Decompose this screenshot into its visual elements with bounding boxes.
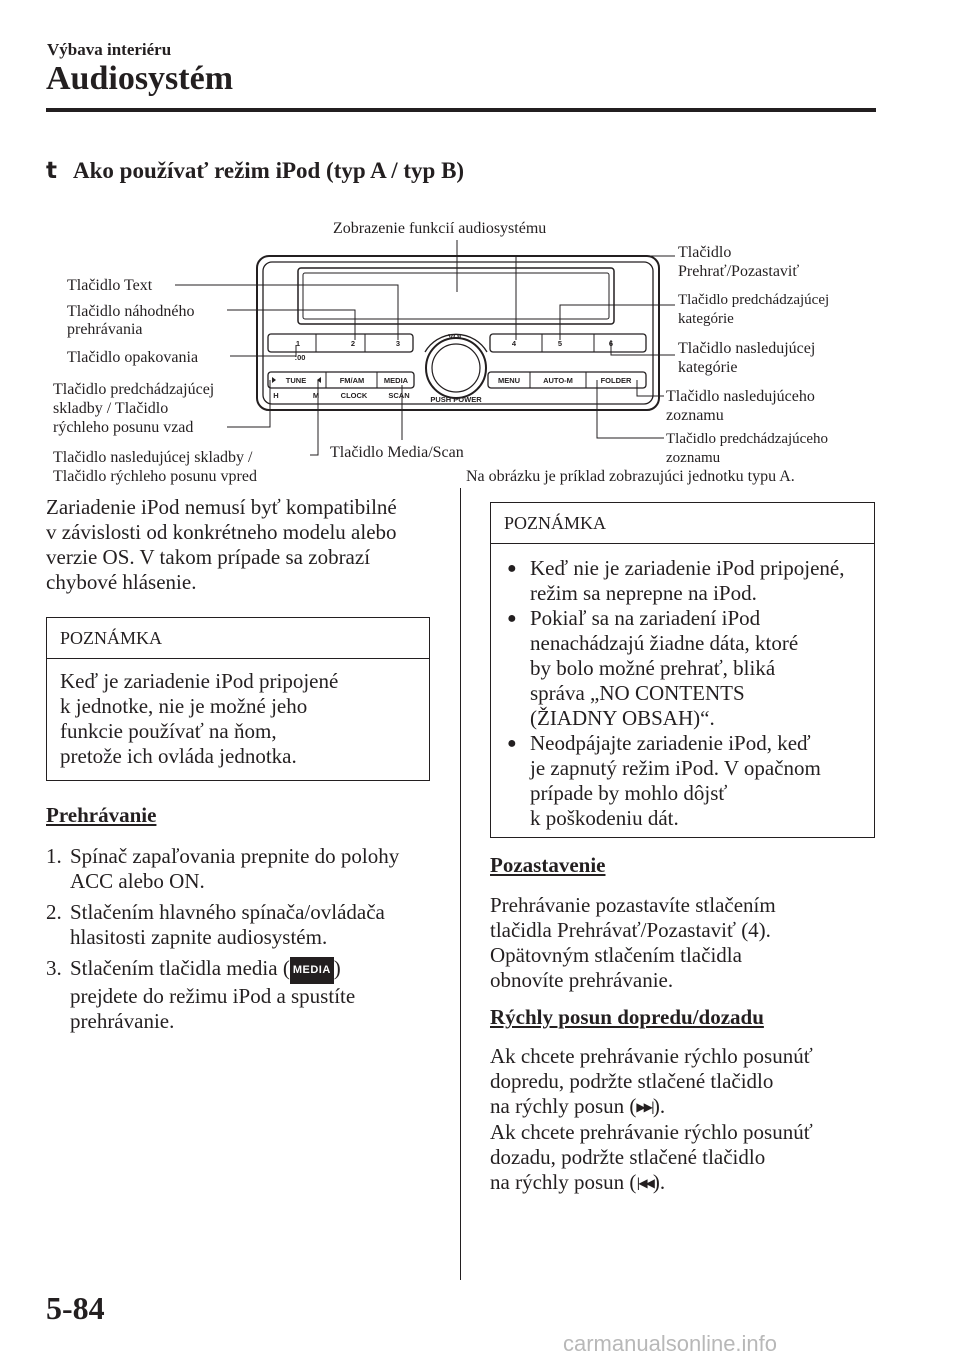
rw-text: na rýchly posun ( [490,1170,637,1194]
step-line: hlasitosti zapnite audiosystém. [70,925,328,949]
intro-line: v závislosti od konkrétneho modelu alebo [46,520,397,544]
pause-line: obnovíte prehrávanie. [490,968,674,992]
intro-line: chybové hlásenie. [46,570,197,594]
preset-5-label: 5 [557,339,563,348]
preset-3-label: 3 [395,339,401,348]
callout-random-2: prehrávania [67,321,143,338]
callout-next-track-2: Tlačidlo rýchleho posunu vpred [53,468,257,485]
media-label: MEDIA [383,376,409,385]
media-button-icon: MEDIA [290,957,334,984]
note-box-2 [490,502,875,838]
note-title: POZNÁMKA [47,618,429,659]
note-line: Neodpájajte zariadenie iPod, keď [530,731,811,755]
note-line: by bolo možné prehrať, bliká [530,656,776,680]
pause-line: Opätovným stlačením tlačidla [490,943,742,967]
step-line: prehrávanie. [70,1009,175,1033]
bullet-icon: ● [507,610,517,627]
note-line: správa „NO CONTENTS [530,681,745,705]
callout-text-button: Tlačidlo Text [67,277,153,294]
note-line: funkcie používať na ňom, [60,719,277,743]
step-line [70,956,456,984]
intro-line: verzie OS. V takom prípade sa zobrazí [46,545,371,569]
note-line: k poškodeniu dát. [530,806,679,830]
callout-prev-category-1: Tlačidlo predchádzajúcej [678,292,830,308]
pause-line: Prehrávanie pozastavíte stlačením [490,893,776,917]
note-bullet [504,556,862,606]
note-line: Keď nie je zariadenie iPod pripojené, [530,556,845,580]
rw-line [490,1170,900,1196]
section-label: Výbava interiéru [47,40,172,59]
fast-forward-icon: ▶▶| [636,1100,653,1114]
step-line: ACC alebo ON. [70,869,205,893]
menu-label: MENU [497,376,521,385]
rw-line: dozadu, podržte stlačené tlačidlo [490,1145,766,1169]
note-line: režim sa neprepne na iPod. [530,581,757,605]
leader-lines [175,240,675,455]
ff-line [490,1094,900,1120]
intro-paragraph [46,495,446,595]
callout-repeat: Tlačidlo opakovania [67,349,199,366]
auto-m-label: AUTO-M [543,376,573,385]
step-line: Stlačením hlavného spínača/ovládača [70,900,385,924]
colon00-label: :00 [294,353,306,362]
callout-next-track-1: Tlačidlo nasledujúcej skladby / [53,449,253,466]
folder-label: FOLDER [600,376,632,385]
playback-steps [46,844,456,1034]
callout-next-list-1: Tlačidlo nasledujúceho [666,388,815,405]
clock-label: CLOCK [340,391,368,400]
note-line: pretože ich ovláda jednotka. [60,744,297,768]
column-separator [460,488,461,1280]
step-number: 1. [46,844,62,868]
callout-prev-track-3: rýchleho posunu vzad [53,419,194,436]
step-text: Stlačením tlačidla media ( [70,956,290,980]
step-number: 3. [46,956,62,980]
display-window [298,268,614,324]
step-3 [46,956,456,1034]
rw-text: ). [652,1170,666,1194]
ff-text: na rýchly posun ( [490,1094,637,1118]
note-bullet [504,606,862,731]
heading-text: Ako používať režim iPod (typ A / typ B) [73,158,465,183]
callout-media-scan: Tlačidlo Media/Scan [330,444,464,461]
intro-line: Zariadenie iPod nemusí byť kompatibilné [46,495,397,519]
page-number: 5-84 [46,1290,105,1326]
fm-am-label: FM/AM [339,376,365,385]
callout-prev-track-1: Tlačidlo predchádzajúcej [53,381,215,398]
ff-line: dopredu, podržte stlačené tlačidlo [490,1069,774,1093]
rw-line: Ak chcete prehrávanie rýchlo posunúť [490,1120,813,1144]
preset-4-label: 4 [511,339,517,348]
bullet-icon: ● [507,735,517,752]
callout-random-1: Tlačidlo náhodného [67,303,195,320]
note-line: Pokiaľ sa na zariadení iPod [530,606,761,630]
bullet-icon: ● [507,560,517,577]
callout-prev-track-2: skladby / Tlačidlo [53,400,169,417]
m-label: M [312,391,320,400]
note-line: k jednotke, nie je možné jeho [60,694,308,718]
note-line: (ŽIADNY OBSAH)“. [530,706,715,730]
callout-prev-list-1: Tlačidlo predchádzajúceho [666,431,828,447]
rewind-icon: |◀◀ [636,1176,653,1190]
pause-heading: Pozastavenie [490,853,606,877]
push-power-label: PUSH POWER [430,395,482,404]
note-body [491,544,874,831]
step-text: ) [333,956,341,980]
note-bullet [504,731,862,831]
diagram-caption: Na obrázku je príklad zobrazujúci jednotku typu A. [466,468,795,485]
scan-label: SCAN [388,391,410,400]
preset-1-label: 1 [295,339,301,348]
callout-next-category-1: Tlačidlo nasledujúcej [678,340,816,357]
preset-2-label: 2 [350,339,356,348]
note-title: POZNÁMKA [491,503,874,544]
tune-label: TUNE [285,376,307,385]
callout-prev-category-2: kategórie [678,311,734,327]
note-body [47,659,429,769]
heading-marker: t [46,158,57,184]
note-box-1 [46,617,430,781]
note-line: je zapnutý režim iPod. V opačnom [530,756,821,780]
callout-prev-list-2: zoznamu [666,450,721,466]
ff-text: ). [652,1094,666,1118]
vol-label: VOL [448,332,464,341]
note-line: Keď je zariadenie iPod pripojené [60,669,339,693]
preset-6-label: 6 [608,339,614,348]
callout-display: Zobrazenie funkcií audiosystému [333,220,547,237]
callout-next-category-2: kategórie [678,359,738,376]
callout-play-pause-2: Prehrať/Pozastaviť [678,263,800,280]
watermark: carmanualsonline.info [563,1331,778,1356]
chapter-title: Audiosystém [46,60,234,97]
fast-forward-paragraph [490,1044,900,1196]
pause-line: tlačidla Prehrávať/Pozastaviť (4). [490,918,771,942]
pause-paragraph [490,893,890,993]
step-line: Spínač zapaľovania prepnite do polohy [70,844,400,868]
note-line: nenachádzajú žiadne dáta, ktoré [530,631,799,655]
h-label: H [273,391,279,400]
playback-heading: Prehrávanie [46,803,157,827]
step-2 [46,900,456,950]
callout-play-pause-1: Tlačidlo [678,244,732,261]
step-number: 2. [46,900,62,924]
step-1 [46,844,456,894]
callout-next-list-2: zoznamu [666,407,724,424]
note-line: prípade by mohlo dôjsť [530,781,728,805]
fast-forward-heading: Rýchly posun dopredu/dozadu [490,1005,764,1029]
step-line: prejdete do režimu iPod a spustíte [70,984,356,1008]
ff-line: Ak chcete prehrávanie rýchlo posunúť [490,1044,813,1068]
